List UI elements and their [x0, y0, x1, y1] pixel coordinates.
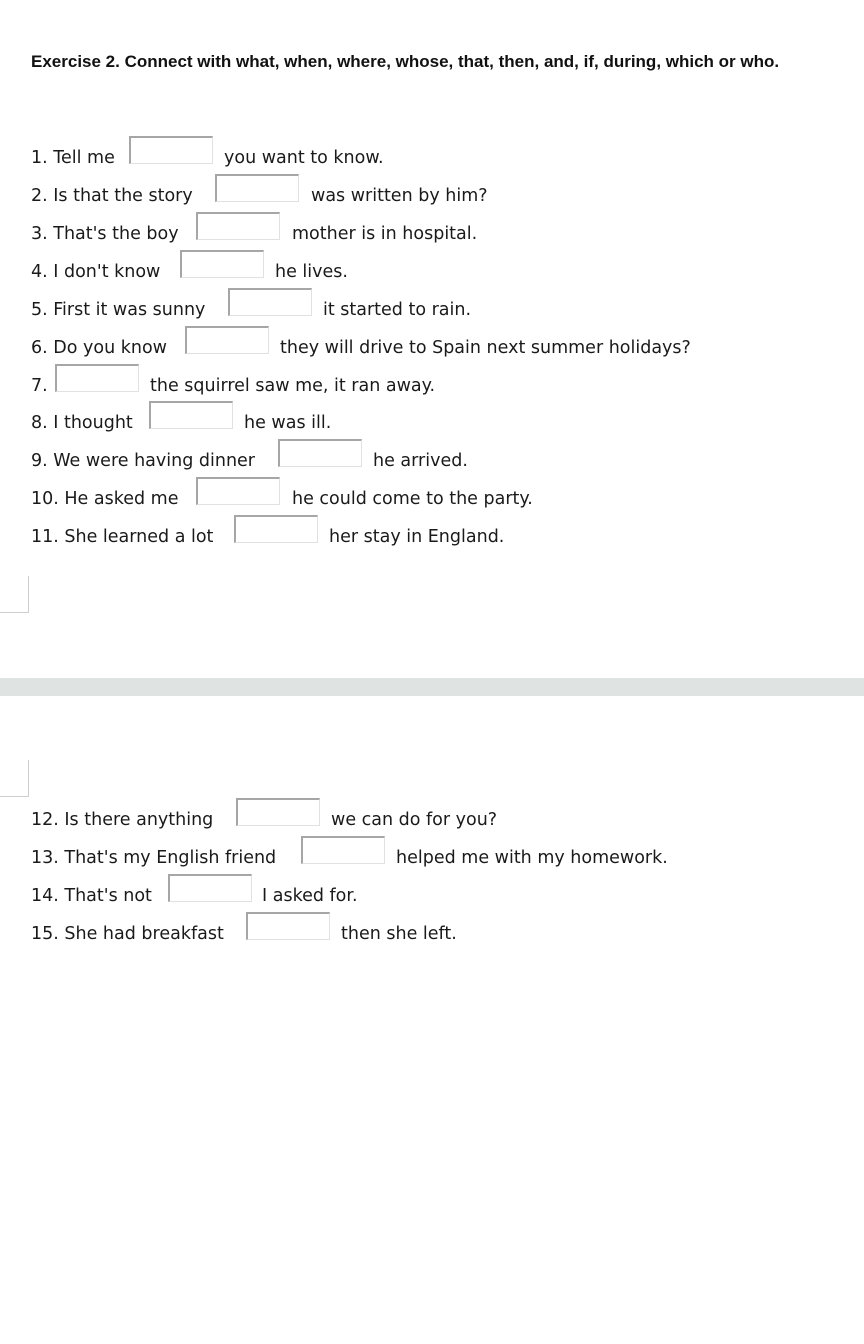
item-15-text-after: then she left.	[341, 924, 457, 944]
item-7-answer-input[interactable]	[55, 364, 139, 392]
item-2-text-after: was written by him?	[311, 186, 488, 206]
item-13-text-before: 13. That's my English friend	[31, 848, 277, 868]
item-6-text-before: 6. Do you know	[31, 338, 167, 358]
item-6-text-after: they will drive to Spain next summer holidays?	[280, 338, 691, 358]
item-10-answer-input[interactable]	[196, 477, 280, 505]
item-12-text-after: we can do for you?	[331, 810, 498, 830]
item-3-text-after: mother is in hospital.	[292, 224, 478, 244]
item-15-answer-input[interactable]	[246, 912, 330, 940]
item-1-answer-input[interactable]	[129, 136, 213, 164]
item-12-text-before: 12. Is there anything	[31, 810, 214, 830]
page-corner-mark	[0, 576, 29, 613]
item-1-text-before: 1. Tell me	[31, 148, 115, 168]
item-8-answer-input[interactable]	[149, 401, 233, 429]
item-13-text-after: helped me with my homework.	[396, 848, 668, 868]
item-6-answer-input[interactable]	[185, 326, 269, 354]
item-14-answer-input[interactable]	[168, 874, 252, 902]
item-10-text-after: he could come to the party.	[292, 489, 533, 509]
item-4-text-before: 4. I don't know	[31, 262, 161, 282]
item-9-text-before: 9. We were having dinner	[31, 451, 255, 471]
item-5-answer-input[interactable]	[228, 288, 312, 316]
item-5-text-before: 5. First it was sunny	[31, 300, 206, 320]
worksheet-page-2	[0, 696, 864, 1344]
item-5-text-after: it started to rain.	[323, 300, 472, 320]
item-4-text-after: he lives.	[275, 262, 348, 282]
item-13-answer-input[interactable]	[301, 836, 385, 864]
item-3-answer-input[interactable]	[196, 212, 280, 240]
item-8-text-before: 8. I thought	[31, 413, 133, 433]
item-2-text-before: 2. Is that the story	[31, 186, 193, 206]
item-11-answer-input[interactable]	[234, 515, 318, 543]
item-7-text-after: the squirrel saw me, it ran away.	[150, 376, 436, 396]
item-10-text-before: 10. He asked me	[31, 489, 179, 509]
item-11-text-before: 11. She learned a lot	[31, 527, 214, 547]
page-corner-mark	[0, 760, 29, 797]
item-3-text-before: 3. That's the boy	[31, 224, 179, 244]
item-14-text-after: I asked for.	[262, 886, 358, 906]
item-9-text-after: he arrived.	[373, 451, 468, 471]
exercise-title: Exercise 2. Connect with what, when, where, whose, that, then, and, if, during, which or who.	[31, 52, 780, 71]
item-9-answer-input[interactable]	[278, 439, 362, 467]
item-2-answer-input[interactable]	[215, 174, 299, 202]
item-15-text-before: 15. She had breakfast	[31, 924, 224, 944]
item-7-text-before: 7.	[31, 376, 48, 396]
item-8-text-after: he was ill.	[244, 413, 332, 433]
item-14-text-before: 14. That's not	[31, 886, 152, 906]
item-4-answer-input[interactable]	[180, 250, 264, 278]
item-12-answer-input[interactable]	[236, 798, 320, 826]
item-11-text-after: her stay in England.	[329, 527, 505, 547]
item-1-text-after: you want to know.	[224, 148, 384, 168]
page-separator	[0, 678, 864, 696]
